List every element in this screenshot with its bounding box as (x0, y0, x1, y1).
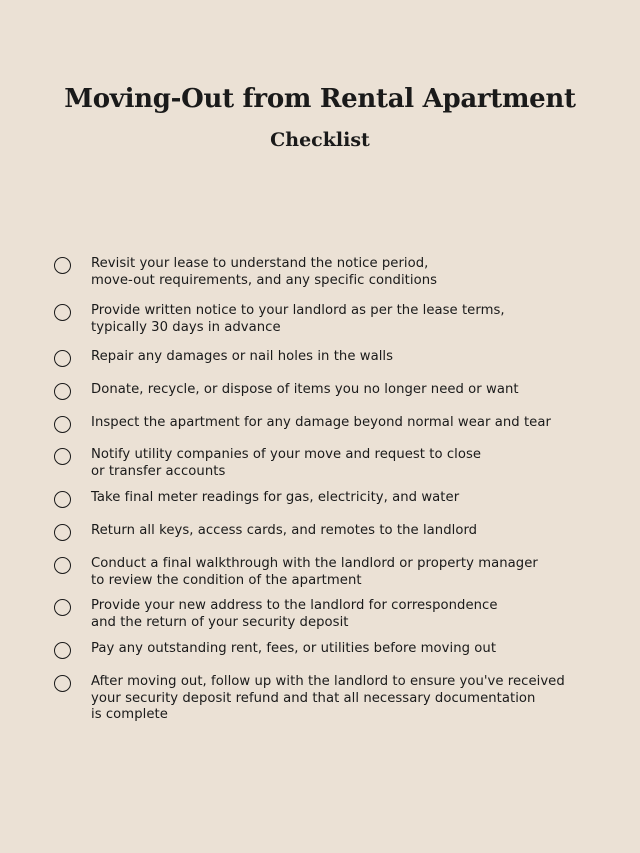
checklist-item-text: After moving out, follow up with the landlord to ensure you've received your security deposit refund and that all necessary documentation is complete (91, 674, 565, 722)
page-subtitle: Checklist (270, 129, 370, 151)
checkbox-circle-icon[interactable] (54, 524, 71, 541)
checkbox-circle-icon[interactable] (54, 416, 71, 433)
checkbox-circle-icon[interactable] (54, 350, 71, 367)
checklist-item-text: Notify utility companies of your move and request to close or transfer accounts (91, 447, 482, 479)
checkbox-circle-icon[interactable] (54, 491, 71, 508)
checkbox-circle-icon[interactable] (54, 448, 71, 465)
checklist-item-text: Provide your new address to the landlord for correspondence and the return of your security deposit (91, 598, 498, 630)
checkbox-circle-icon[interactable] (54, 642, 71, 659)
checkbox-circle-icon[interactable] (54, 257, 71, 274)
checklist-item-text: Return all keys, access cards, and remotes to the landlord (91, 523, 478, 538)
checkbox-circle-icon[interactable] (54, 383, 71, 400)
checklist-item-text: Donate, recycle, or dispose of items you no longer need or want (91, 382, 519, 397)
checkbox-circle-icon[interactable] (54, 599, 71, 616)
checklist-item-text: Repair any damages or nail holes in the walls (91, 349, 394, 364)
checkbox-circle-icon[interactable] (54, 675, 71, 692)
checklist-item-text: Conduct a final walkthrough with the landlord or property manager to review the condition of the apartment (91, 556, 538, 588)
checklist-item-text: Pay any outstanding rent, fees, or utilities before moving out (91, 641, 497, 656)
checklist-item-text: Take final meter readings for gas, electricity, and water (91, 490, 460, 505)
checkbox-circle-icon[interactable] (54, 304, 71, 321)
page-title: Moving-Out from Rental Apartment (64, 84, 576, 114)
checklist-item-text: Provide written notice to your landlord as per the lease terms, typically 30 days in advance (91, 303, 505, 335)
checklist-item-text: Inspect the apartment for any damage beyond normal wear and tear (91, 415, 551, 430)
checkbox-circle-icon[interactable] (54, 557, 71, 574)
checklist-item-text: Revisit your lease to understand the notice period, move-out requirements, and any specific conditions (91, 256, 438, 288)
